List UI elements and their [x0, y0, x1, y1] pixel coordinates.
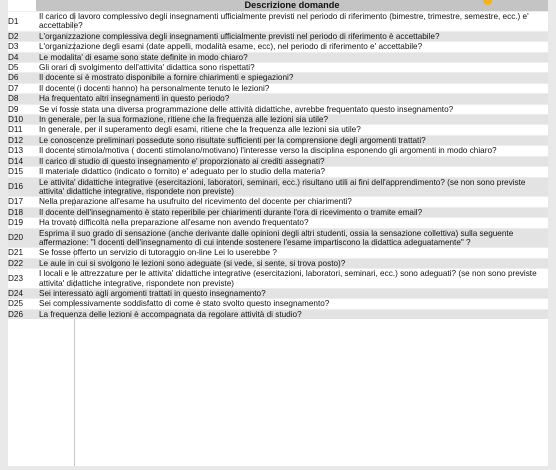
- question-text: Le aule in cui si svolgono le lezioni sono adeguate (si vede, si sente, si trova posto)?: [36, 258, 548, 268]
- table-row: [8, 167, 548, 177]
- question-text: Gli orari di svolgimento dell'attivita' didattica sono rispettati?: [36, 63, 548, 73]
- question-text: Ha trovato difficoltà nella preparazione all'esame non avendo frequentato?: [36, 218, 548, 228]
- question-id: D25: [8, 299, 36, 309]
- table-row: [8, 177, 548, 197]
- table-row: [8, 218, 548, 228]
- table-row: [8, 52, 548, 62]
- question-text: Il docente stimola/motiva ( docenti stimolano/motivano) l'interesse verso la disciplina esponendo gli argomenti in modo chiaro?: [36, 146, 548, 156]
- question-text: Il docente si è mostrato disponibile a fornire chiarimenti e spiegazioni?: [36, 73, 548, 83]
- question-text: In generale, per il superamento degli esami, ritiene che la frequenza alle lezioni sia utile?: [36, 125, 548, 135]
- table-row: [8, 197, 548, 207]
- table-row: [8, 228, 548, 248]
- question-id: D14: [8, 156, 36, 166]
- question-text: I locali e le attrezzature per le attivita' didattiche integrative (esercitazioni, laboratori, seminari, ecc.) sono adeguati? (se non sono previste attivita' didattiche integrative, rispondete non previste): [36, 269, 548, 289]
- question-id: D8: [8, 94, 36, 104]
- question-id: D19: [8, 218, 36, 228]
- table-row: [8, 104, 548, 114]
- table-row: [8, 31, 548, 41]
- question-id: D1: [8, 12, 36, 32]
- question-id: D9: [8, 104, 36, 114]
- table-row: [8, 125, 548, 135]
- table-row: [8, 42, 548, 52]
- question-id: D21: [8, 248, 36, 258]
- question-text: Se vi fosse stata una diversa programmazione delle attività didattiche, avrebbe frequentato questo insegnamento?: [36, 104, 548, 114]
- table-row: [8, 258, 548, 268]
- table-row: [8, 12, 548, 32]
- question-text: Il docente dell'insegnamento è stato reperibile per chiarimenti durante l'ora di ricevimento o tramite email?: [36, 207, 548, 217]
- question-id: D3: [8, 42, 36, 52]
- table-row: [8, 63, 548, 73]
- question-text: L'organizzazione degli esami (date appelli, modalità esame, ecc), nel periodo di riferimento e' accettabile?: [36, 42, 548, 52]
- question-id: D26: [8, 309, 36, 319]
- table-row: [8, 135, 548, 145]
- question-id: D15: [8, 167, 36, 177]
- question-text: Sei interessato agli argomenti trattati in questo insegnamento?: [36, 288, 548, 298]
- question-text: Esprima il suo grado di sensazione (anche derivante dalle opinioni degli altri studenti, ossia la sensazione collettiva) sulla seguente affermazione: "I docenti dell'insegnamento di cui intende sostenere l'esame impartiscono la didattica adeguatamente" ?: [36, 228, 548, 248]
- question-id: D23: [8, 269, 36, 289]
- table-row: [8, 309, 548, 319]
- question-text: Il carico di studio di questo insegnamento e' proporzionato ai crediti assegnati?: [36, 156, 548, 166]
- table-row: [8, 269, 548, 289]
- table-row: [8, 299, 548, 309]
- question-text: Il materiale didattico (indicato o fornito) e' adeguato per lo studio della materia?: [36, 167, 548, 177]
- question-text: In generale, per la sua formazione, ritiene che la frequenza alle lezioni sia utile?: [36, 115, 548, 125]
- question-id: D7: [8, 83, 36, 93]
- question-text: Ha frequentato altri insegnamenti in questo periodo?: [36, 94, 548, 104]
- table-row: [8, 156, 548, 166]
- question-text: Le conoscenze preliminari possedute sono risultate sufficienti per la comprensione degli argomenti trattati?: [36, 135, 548, 145]
- question-id: D24: [8, 288, 36, 298]
- header-description-cell: Descrizione domande: [36, 0, 548, 12]
- table-row: [8, 248, 548, 258]
- table-row: [8, 146, 548, 156]
- question-text: L'organizzazione complessiva degli insegnamenti ufficialmente previsti nel periodo di riferimento è accettabile?: [36, 31, 548, 41]
- table-row: [8, 73, 548, 83]
- header-id-cell: [8, 0, 36, 12]
- table-row: [8, 115, 548, 125]
- spreadsheet-sheet: [8, 0, 548, 466]
- question-text: Le attivita' didattiche integrative (esercitazioni, laboratori, seminari, ecc.) risultano utili ai fini dell'apprendimento? (se non sono previste attivita' didattiche integrative, rispondete non previste): [36, 177, 548, 197]
- question-text: La frequenza delle lezioni è accompagnata da regolare attività di studio?: [36, 309, 548, 319]
- question-id: D11: [8, 125, 36, 135]
- question-id: D17: [8, 197, 36, 207]
- question-text: Se fosse offerto un servizio di tutoraggio on-line Lei lo userebbe ?: [36, 248, 548, 258]
- question-text: Le modalita' di esame sono state definite in modo chiaro?: [36, 52, 548, 62]
- table-row: [8, 207, 548, 217]
- question-id: D22: [8, 258, 36, 268]
- question-text: Il docente (i docenti hanno) ha personalmente tenuto le lezioni?: [36, 83, 548, 93]
- question-id: D20: [8, 228, 36, 248]
- question-id: D12: [8, 135, 36, 145]
- question-id: D5: [8, 63, 36, 73]
- question-id: D4: [8, 52, 36, 62]
- table-row: [8, 94, 548, 104]
- question-id: D2: [8, 31, 36, 41]
- question-id: D6: [8, 73, 36, 83]
- question-text: Sei complessivamente soddisfatto di come è stato svolto questo insegnamento?: [36, 299, 548, 309]
- question-id: D13: [8, 146, 36, 156]
- questions-table: [8, 0, 548, 319]
- header-row: [8, 0, 548, 12]
- question-text: Nella preparazione all'esame ha usufruito del ricevimento del docente per chiarimenti?: [36, 197, 548, 207]
- question-id: D16: [8, 177, 36, 197]
- question-id: D18: [8, 207, 36, 217]
- table-row: [8, 83, 548, 93]
- question-text: Il carico di lavoro complessivo degli insegnamenti ufficialmente previsti nel periodo di riferimento (bimestre, trimestre, semestre, ecc.) e' accettabile?: [36, 12, 548, 32]
- table-row: [8, 288, 548, 298]
- question-id: D10: [8, 115, 36, 125]
